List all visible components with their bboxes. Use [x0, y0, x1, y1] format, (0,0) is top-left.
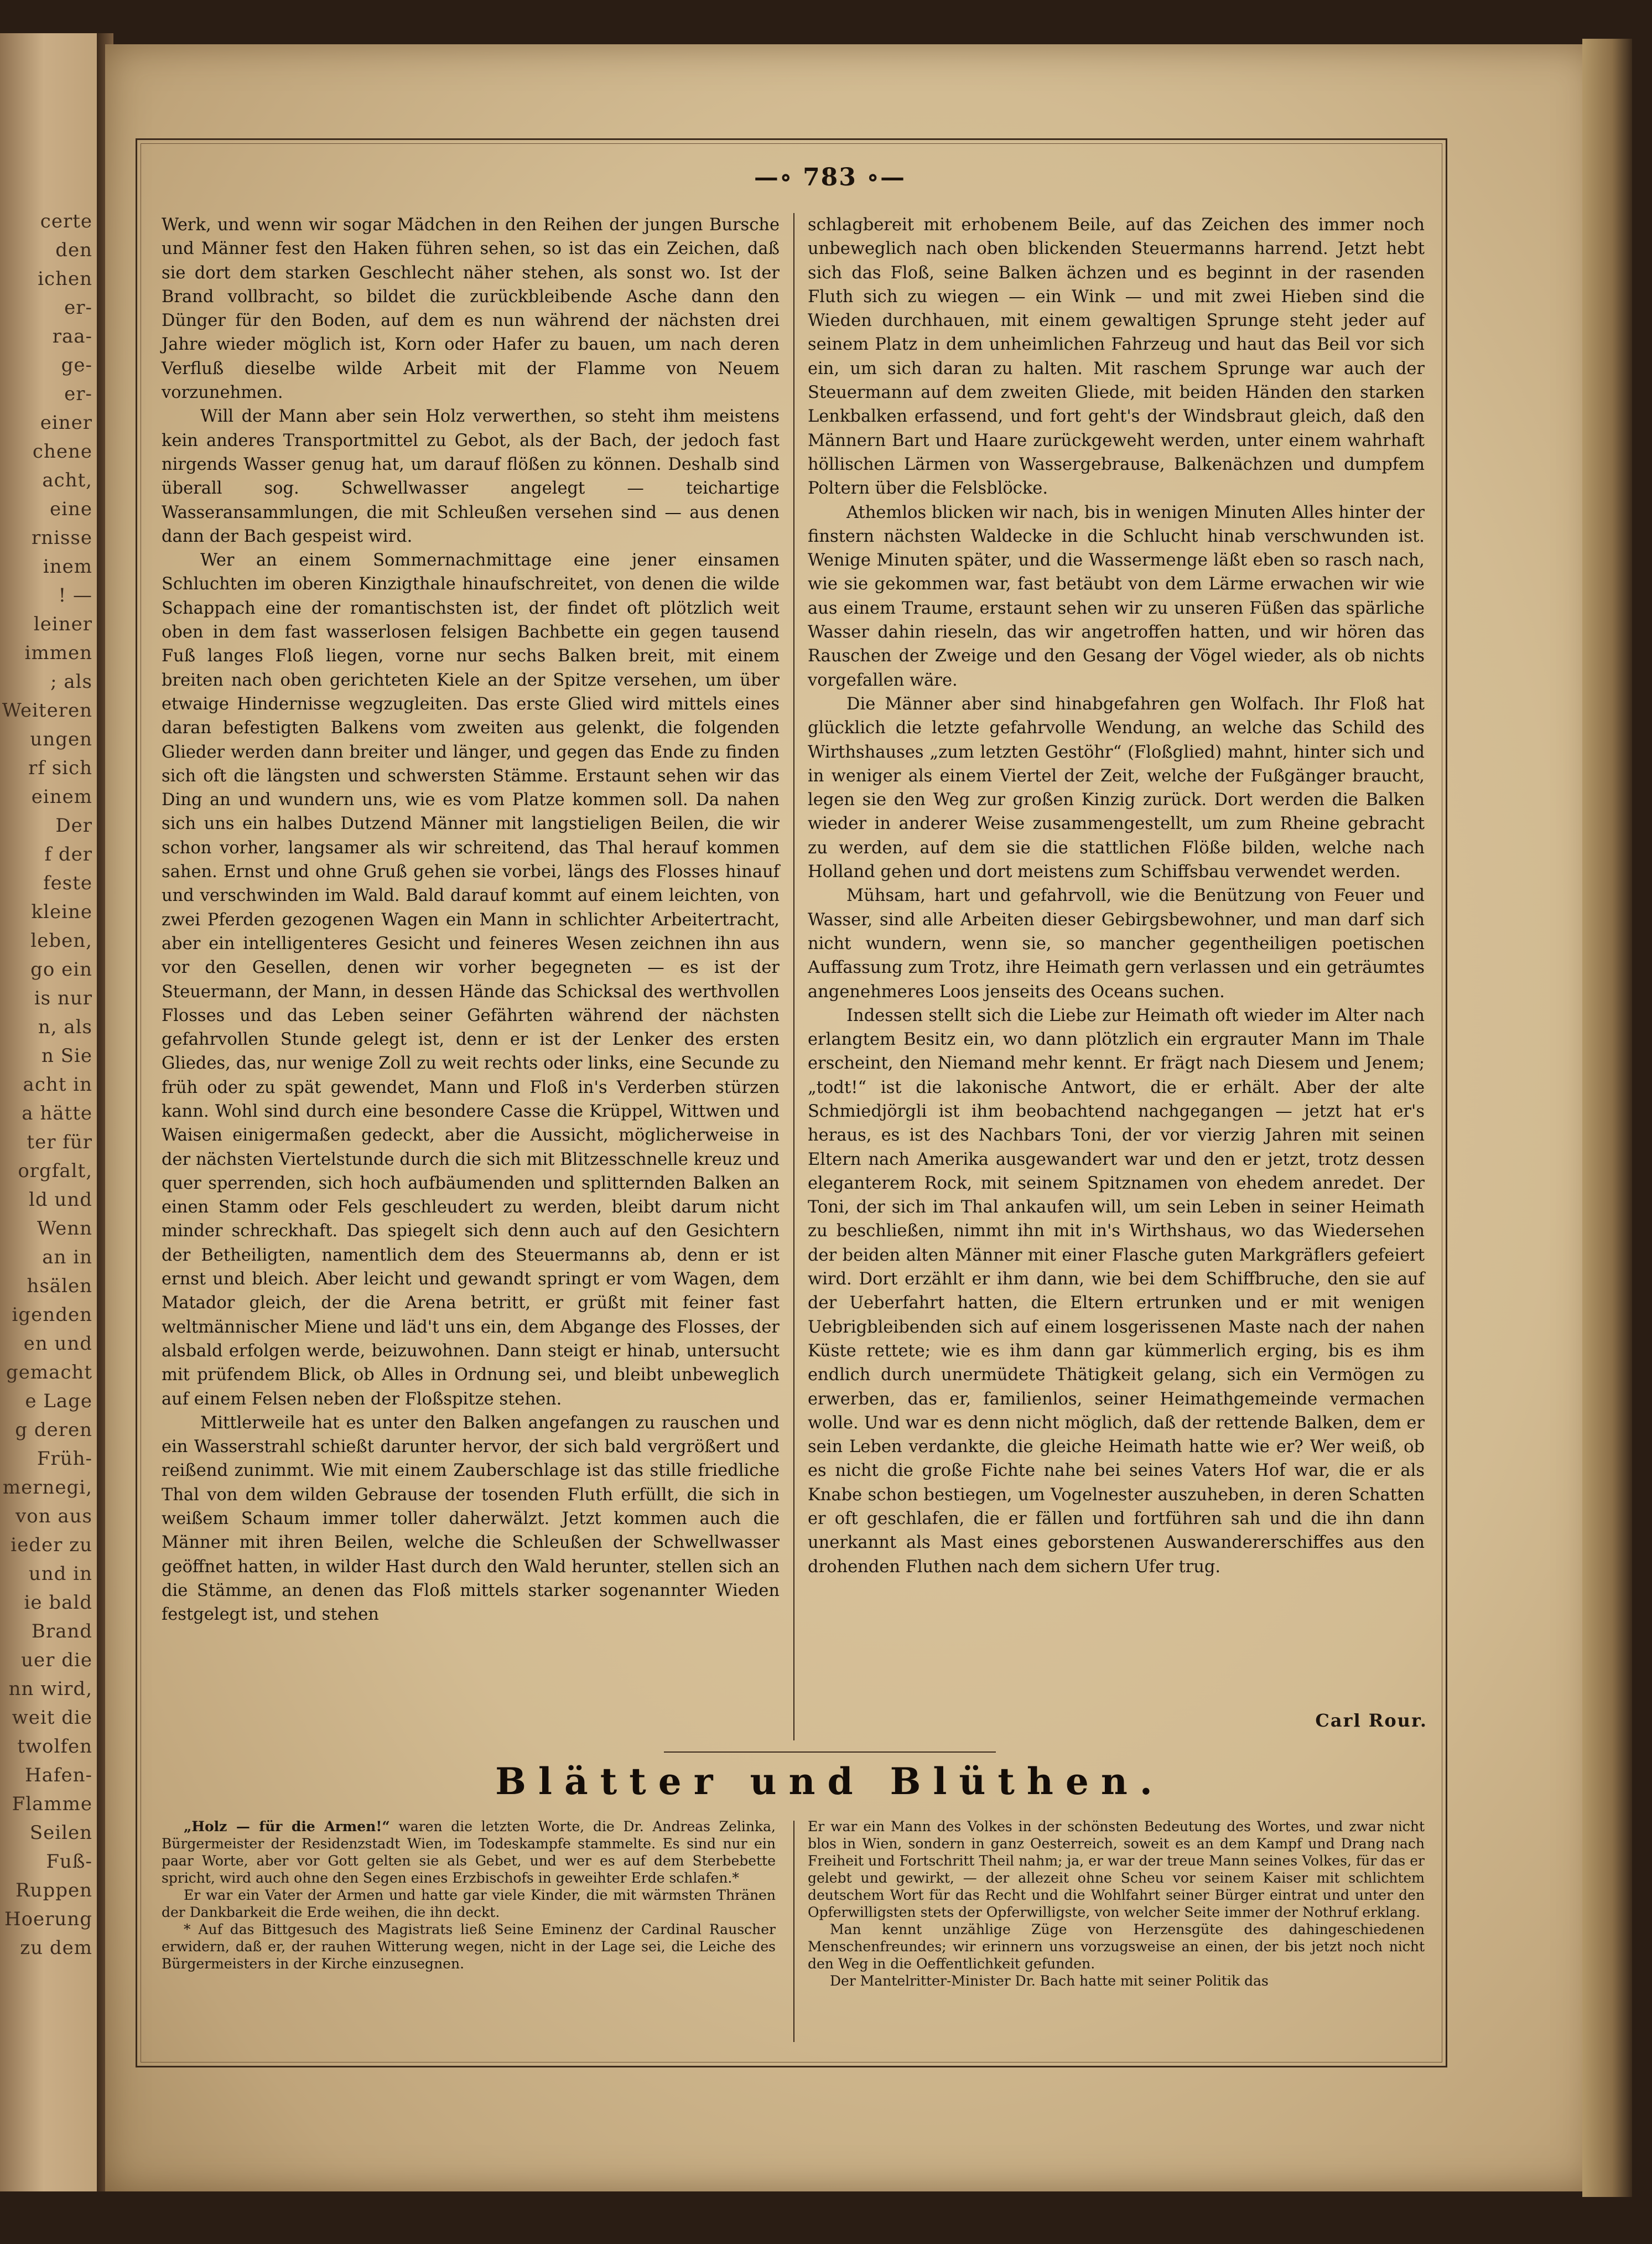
left-page-fragment: ie bald — [24, 1592, 92, 1614]
left-page-fragment: nn wird, — [8, 1678, 92, 1700]
paragraph — [808, 1818, 1425, 1921]
left-page-fragment: ge- — [61, 354, 92, 376]
paragraph — [808, 501, 1425, 692]
paragraph — [808, 692, 1425, 884]
paragraph — [162, 1887, 776, 1921]
left-page-fragment: Brand — [31, 1620, 92, 1642]
left-page-fragment: raa- — [52, 325, 92, 348]
left-page-fragment: ld und — [28, 1189, 92, 1211]
section-title: Blätter und Blüthen. — [495, 1760, 1165, 1803]
left-page-fragment: acht in — [23, 1074, 92, 1096]
left-page-fragment: f der — [44, 843, 92, 866]
paragraph — [808, 884, 1425, 1003]
article-column-left — [162, 213, 780, 1627]
left-page-fragment: rnisse — [31, 527, 92, 549]
paragraph-text: Athemlos blicken wir nach, bis in wenigen Minuten Alles hinter der finstern nächsten Waldecke in die Schlucht hinab verschwunden ist. Wenige Minuten später, und die Wassermenge läßt eben so rasch nach, wie sie gekommen war, fast betäubt von dem Lärme erwachen wir wie aus einem Traume, erstaunt sehen wir zu unseren Füßen das spärliche Wasser dahin rieseln, das wir angetroffen hatten, und wir hören das Rauschen der Zweige und den Gesang der Vögel wieder, als ob nichts vorgefallen wäre. — [808, 502, 1425, 690]
left-page-fragment: Der — [55, 815, 92, 837]
page-number — [664, 163, 996, 191]
left-page-fragment: und in — [28, 1563, 92, 1585]
left-page-fragment: ter für — [27, 1131, 92, 1153]
left-page-fragment: an in — [42, 1246, 92, 1268]
paragraph-text: Werk, und wenn wir sogar Mädchen in den Reihen der jungen Bursche und Männer fest den Haken führen sehen, so ist das ein Zeichen, daß sie dort dem starken Geschlecht näher stehen, als sonst wo. Ist der Brand vollbracht, so bildet die zurückbleibende Asche dann den Dünger für den Boden, auf dem es nun während der nächsten drei Jahre wieder möglich ist, Korn oder Hafer zu bauen, um nach deren Verfluß dieselbe wilde Arbeit mit der Flamme von Neuem vorzunehmen. — [162, 215, 780, 403]
paragraph — [808, 1921, 1425, 1972]
left-page-fragment: Weiteren — [2, 699, 92, 722]
left-page-fragment: immen — [24, 642, 92, 664]
left-page-fragment: er- — [64, 297, 92, 319]
paragraph — [162, 1921, 776, 1972]
paragraph-text: Er war ein Mann des Volkes in der schönsten Bedeutung des Wortes, und zwar nicht blos in Wien, sondern in ganz Oesterreich, soweit es an dem Kampf und Drang nach Freiheit und Fortschritt Theil nahm; ja, er war der treue Mann seines Volkes, für das er gelebt und gewirkt, — der allezeit ohne Scheu vor seinem Kaiser mit schlichtem deutschem Wort für das Recht und die Wohlfahrt seiner Bürger eintrat und unter den Opferwilligsten stets der Opferwilligste, von welcher Seite immer der Nothruf erklang. — [808, 1818, 1425, 1920]
page-stack-edge — [1582, 39, 1632, 2197]
ornament-right: ∘— — [856, 163, 906, 191]
left-page-fragment: ieder zu — [11, 1534, 92, 1556]
left-page-fragment: a hätte — [22, 1102, 92, 1124]
left-page-fragment: g deren — [15, 1419, 92, 1441]
left-page-fragment: ! — — [58, 584, 92, 607]
paragraph — [808, 1004, 1425, 1579]
left-page-fragment: mernegi, — [2, 1476, 92, 1499]
paragraph-text: Indessen stellt sich die Liebe zur Heimath oft wieder im Alter nach erlangtem Besitz ein, wo dann plötzlich ein ergrauter Mann im Thale erscheint, den Niemand mehr kennt. Er frägt nach Diesem und Jenem; „todt!“ ist die lakonische Antwort, die er erhält. Aber der alte Schmiedjörgli ist ihm beobachtend nachgegangen — jetzt hat er's heraus, es ist des Nachbars Toni, der vor vierzig Jahren mit seinen Eltern nach Amerika ausgewandert war und den er jetzt, trotz dessen eleganterem Rock, mit seinem Spitznamen von ehedem anredet. Der Toni, der sich im Thal ankaufen will, um sein Leben in seiner Heimath zu beschließen, nimmt ihn mit in's Wirthshaus, wo das Wiedersehen der beiden alten Männer mit einer Flasche guten Markgräflers gefeiert wird. Dort erzählt er ihm dann, wie bei dem Schiffbruche, den sie auf der Ueberfahrt hatten, die Eltern ertrunken und er mit wenigen Uebrigbleibenden sich auf einem losgerissenen Maste nach der nahen Küste rettete; wie es ihm dann gar kümmerlich erging, bis es ihm endlich durch unermüdete Thätigkeit gelang, sich ein Vermögen zu erwerben, das er, familienlos, seiner Heimathgemeinde vermachen wolle. Und war es denn nicht möglich, daß der rettende Balken, dem er sein Leben verdankte, die gleiche Heimath hatte wie er? Wer weiß, ob es nicht die große Fichte nahe bei seines Vaters Hof war, die er als Knabe schon bestiegen, um Vogelnester auszuheben, in deren Schatten er oft geschlafen, die er fällen und fortführen sah und die ihn dann unerkannt als Mast eines geborstenen Auswandererschiffes aus den drohenden Fluthen nach dem sichern Ufer trug. — [808, 1006, 1425, 1577]
previous-page-edge — [0, 33, 97, 2191]
left-page-fragment: chene — [32, 440, 92, 463]
paragraph-text: waren die letzten Worte, die Dr. Andreas Zelinka, Bürgermeister der Residenzstadt Wien, im Todeskampfe stammelte. Es sind nur ein paar Worte, aber vor Gott gelten sie als Gebet, und wer es auf dem Sterbebette spricht, wird auch ohne den Segen eines Erzbischofs in geweihter Erde schlafen.* — [162, 1818, 776, 1886]
left-page-fragment: den — [55, 239, 92, 261]
paragraph-text: * Auf das Bittgesuch des Magistrats ließ Seine Eminenz der Cardinal Rauscher erwidern, daß er, der rauhen Witterung wegen, nicht in der Lage sei, die Leiche des Bürgermeisters in der Kirche einzusegnen. — [162, 1921, 776, 1972]
paragraph — [162, 405, 780, 548]
left-page-fragment: Hafen- — [24, 1764, 92, 1786]
left-page-fragment: Fuß- — [46, 1851, 92, 1873]
left-page-fragment: gemacht — [6, 1361, 92, 1383]
left-page-fragment: e Lage — [25, 1390, 92, 1412]
paragraph — [808, 1972, 1425, 1989]
column-divider — [793, 213, 794, 1740]
left-page-fragment: kleine — [31, 901, 92, 923]
left-page-fragment: ichen — [38, 268, 92, 290]
lead-quote: „Holz — für die Armen!“ — [184, 1818, 390, 1834]
paragraph-text: Er war ein Vater der Armen und hatte gar viele Kinder, die mit wärmsten Thränen der Dankbarkeit die Erde weihen, die ihn deckt. — [162, 1887, 776, 1920]
left-page-fragment: n Sie — [41, 1045, 92, 1067]
paragraph — [162, 548, 780, 1411]
left-page-fragment: Ruppen — [15, 1879, 92, 1901]
paragraph-text: Mühsam, hart und gefahrvoll, wie die Benützung von Feuer und Wasser, sind alle Arbeiten dieser Gebirgsbewohner, und man darf sich nicht wundern, wenn sie, so mancher gegentheiligen poetischen Auffassung zum Trotz, ihre Heimath gern verlassen und ein geträumtes angenehmeres Loos jenseits des Oceans suchen. — [808, 886, 1425, 1002]
left-page-fragment: Wenn — [37, 1217, 92, 1240]
left-page-fragment: leiner — [33, 613, 92, 635]
left-page-fragment: twolfen — [17, 1735, 92, 1758]
left-page-fragment: Hoerung — [4, 1908, 92, 1930]
left-page-fragment: von aus — [15, 1505, 92, 1527]
paragraph — [162, 1411, 780, 1627]
notes-column-divider — [793, 1821, 794, 2042]
left-page-fragment: einem — [31, 786, 92, 808]
ornament-left: —∘ — [754, 163, 803, 191]
left-page-fragment: hsälen — [27, 1275, 92, 1297]
left-page-fragment: uer die — [21, 1649, 92, 1671]
paragraph-text: Der Mantelritter-Minister Dr. Bach hatte mit seiner Politik das — [830, 1973, 1269, 1989]
left-page-fragment: acht, — [42, 469, 92, 491]
paragraph-text: Man kennt unzählige Züge von Herzensgüte des dahingeschiedenen Menschenfreundes; wir erinnern uns vorzugsweise an einen, der bis jetzt noch nicht den Weg in die Oeffentlichkeit gefunden. — [808, 1921, 1425, 1972]
left-page-fragment: feste — [43, 872, 92, 894]
page-number-value: 783 — [803, 163, 857, 191]
left-page-fragment: n, als — [38, 1016, 92, 1038]
left-page-fragment: igenden — [12, 1304, 92, 1326]
section-rule — [664, 1751, 996, 1753]
paragraph-text: Mittlerweile hat es unter den Balken angefangen zu rauschen und ein Wasserstrahl schießt darunter hervor, der sich bald vergrößert und reißend zunimmt. Wie mit einem Zauberschlage ist das stille friedliche Thal von dem wilden Gebrause der tosenden Fluth erfüllt, die sich in weißem Schaum immer toller daherwälzt. Jetzt kommen auch die Männer mit ihren Beilen, welche die Schleußen der Schwellwasser geöffnet hatten, in wilder Hast durch den Wald herunter, stellen sich an die Stämme, an denen das Floß mittels starker sogenannter Wieden festgelegt ist, und stehen — [162, 1413, 780, 1625]
left-page-fragment: eine — [49, 498, 92, 520]
left-page-fragment: rf sich — [28, 757, 92, 779]
author-signature: Carl Rour. — [1315, 1710, 1427, 1731]
left-page-fragment: inem — [43, 556, 92, 578]
paragraph — [808, 213, 1425, 501]
paragraph-text: Die Männer aber sind hinabgefahren gen Wolfach. Ihr Floß hat glücklich die letzte gefahrvolle Wendung, an welche das Schild des Wirthshauses „zum letzten Gestöhr“ (Floßglied) mahnt, hinter sich und in weniger als einem Viertel der Zeit, welche der Fußgänger braucht, legen sie den Weg zur großen Kinzig zurück. Dort werden die Balken wieder in anderer Weise zusammengestellt, um zum Rheine gebracht zu werden, auf dem sie die stattlichen Flöße bilden, welche nach Holland gehen und dort meistens zum Schiffsbau verwendet werden. — [808, 694, 1425, 882]
left-page-fragment: Seilen — [29, 1822, 92, 1844]
left-page-fragment: Flamme — [12, 1793, 92, 1815]
notes-column-right — [808, 1818, 1425, 1989]
article-column-right — [808, 213, 1425, 1579]
paragraph-text: Will der Mann aber sein Holz verwerthen, so steht ihm meistens kein anderes Transportmittel zu Gebot, als der Bach, der jedoch fast nirgends Wasser genug hat, um darauf flößen zu können. Deshalb sind überall sog. Schwellwasser angelegt — teichartige Wasseransammlungen, die mit Schleußen versehen sind — aus denen dann der Bach gespeist wird. — [162, 407, 780, 546]
left-page-fragment: weit die — [12, 1707, 92, 1729]
left-page-fragment: zu dem — [20, 1937, 92, 1959]
left-page-fragment: ; als — [50, 671, 92, 693]
paragraph-text: Wer an einem Sommernachmittage eine jener einsamen Schluchten im oberen Kinzigthale hinaufschreitet, von denen die wilde Schappach eine der romantischsten ist, der findet oft plötzlich weit oben in dem fast wasserlosen felsigen Bachbette ein gegen tausend Fuß langes Floß liegen, vorne nur sechs Balken breit, mit einem breiten nach oben gerichteten Kiele an der Spitze versehen, um über etwaige Hindernisse wegzugleiten. Das erste Glied wird mittels eines daran befestigten Balkens vom zweiten aus gelenkt, die folgenden Glieder werden dann breiter und länger, und gegen das Ende zu finden sich oft die längsten und schwersten Stämme. Erstaunt sehen wir das Ding an und wundern uns, wie es vom Platze kommen soll. Da nahen sich uns ein halbes Dutzend Männer mit langstieligen Beilen, die wir schon vorher, langsamer als wir schreitend, das Thal herauf kommen sahen. Ernst und ohne Gruß gehen sie vorbei, längs des Flosses hinauf und verschwinden im Wald. Bald darauf kommt auf einem leichten, von zwei Pferden gezogenen Wagen ein Mann in schlichter Arbeitertracht, aber ein intelligenteres Gesicht und feineres Wesen zeichnen ihn aus vor den Gesellen, denen wir vorher begegneten — es ist der Steuermann, der Mann, in dessen Hände das Schicksal des werthvollen Flosses und das Leben seiner Gefährten während der nächsten gefahrvollen Stunde gelegt ist, denn er ist der Lenker des ersten Gliedes, das, nur wenige Zoll zu weit rechts oder links, eine Secunde zu früh oder zu spät gewendet, Mann und Floß in's Verderben stürzen kann. Wohl sind durch eine besondere Casse die Krüppel, Wittwen und Waisen einigermaßen gedeckt, aber die Aussicht, möglicherweise in der nächsten Viertelstunde durch die sich mit Blitzesschnelle kreuz und quer sperrenden, sich hoch aufbäumenden und splitternden Balken an einen Stamm oder Fels geschleudert zu werden, bleibt darum nicht minder schreckhaft. Das spiegelt sich denn auch auf den Gesichtern der Betheiligten, namentlich dem des Steuermanns ab, denn er ist ernst und bleich. Aber leicht und gewandt springt er vom Wagen, dem Matador gleich, der die Arena betritt, er grüßt mit feiner fast weltmännischer Miene und läd't uns ein, dem Abgange des Flosses, der alsbald erfolgen werde, beizuwohnen. Dann steigt er hinab, untersucht mit prüfendem Blick, ob Alles in Ordnung sei, und bleibt unbeweglich auf einem Felsen neben der Floßspitze stehen. — [162, 551, 780, 1409]
paragraph — [162, 213, 780, 405]
left-page-fragment: certe — [40, 210, 92, 232]
left-page-fragment: orgfalt, — [18, 1160, 92, 1182]
left-page-fragment: go ein — [30, 958, 92, 981]
left-page-fragment: er- — [64, 383, 92, 405]
left-page-fragment: ungen — [30, 728, 92, 750]
left-page-fragment: leben, — [30, 930, 92, 952]
left-page-fragment: einer — [40, 412, 92, 434]
left-page-fragment: en und — [23, 1333, 92, 1355]
left-page-fragment: Früh- — [37, 1448, 92, 1470]
notes-column-left — [162, 1818, 776, 1972]
paragraph-text: schlagbereit mit erhobenem Beile, auf das Zeichen des immer noch unbeweglich nach oben blickenden Steuermanns harrend. Jetzt hebt sich das Floß, seine Balken ächzen und es beginnt in der rasenden Fluth sich zu wiegen — ein Wink — und mit zwei Hieben sind die Wieden durchhauen, mit einem gewaltigen Sprunge steht jeder auf seinem Platz in dem unheimlichen Fahrzeug und haut das Beil vor sich ein, um sich daran zu halten. Mit raschem Sprunge war auch der Steuermann auf dem zweiten Gliede, mit beiden Händen den starken Lenkbalken erfassend, und fort geht's der Windsbraut gleich, daß den Männern Bart und Haare zurückgeweht werden, unter einem wahrhaft höllischen Lärmen von Wassergebrause, Balkenächzen und dumpfem Poltern über die Felsblöcke. — [808, 215, 1425, 499]
left-page-fragment: is nur — [34, 987, 92, 1009]
paragraph — [162, 1818, 776, 1887]
